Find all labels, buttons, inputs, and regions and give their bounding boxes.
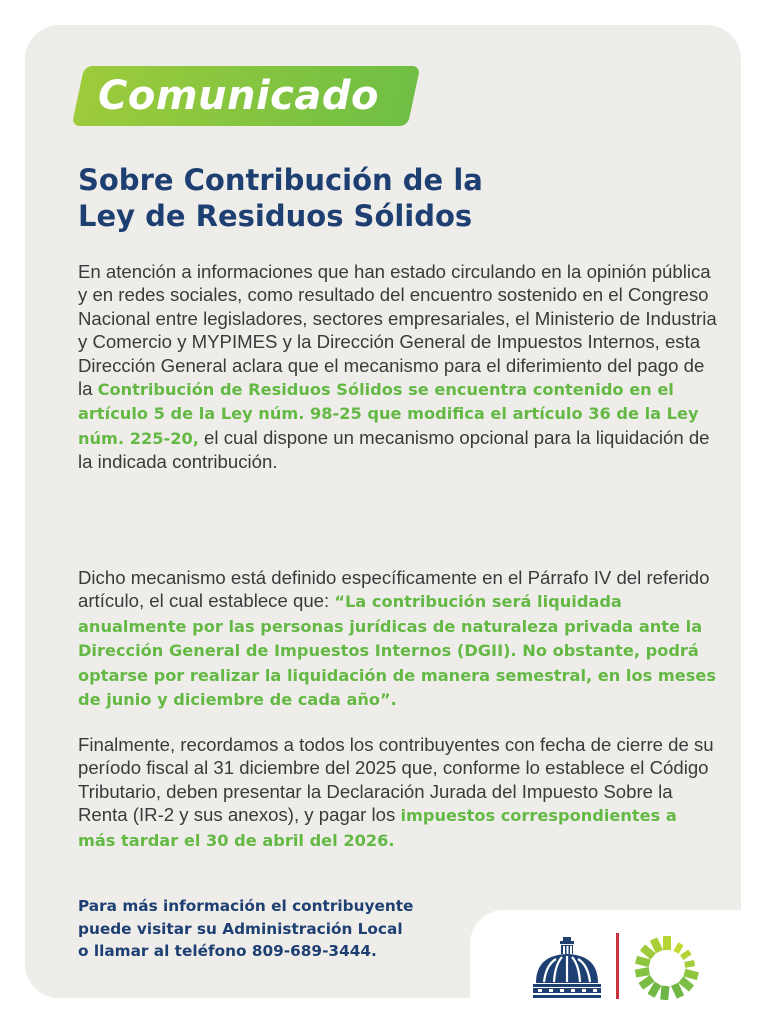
title-line-1: Sobre Contribución de la (78, 163, 483, 197)
paragraph-2 (78, 566, 718, 711)
paragraph-2-text: Dicho mecanismo está definido específicamente en el Párrafo IV del referido artículo, el cual establece que: (78, 567, 710, 612)
contact-line-3: o llamar al teléfono 809-689-3444. (78, 942, 377, 960)
logo-separator (616, 933, 619, 999)
paragraph-2-quote: “La contribución será liquidada anualmente por las personas jurídicas de naturaleza privada ante la Dirección General de Impuestos Internos (DGII). No obstante, podrá optarse por realizar la liquidación de manera semestral, en los meses de junio y diciembre de cada año”. (78, 592, 716, 710)
paragraph-3 (78, 733, 718, 852)
paragraph-1 (78, 260, 718, 474)
logo-panel (470, 910, 768, 1024)
paragraph-1-highlight: Contribución de Residuos Sólidos se encuentra contenido en el artículo 5 de la Ley núm. 98-25 que modifica el artículo 36 de la Ley núm. 225-20, (78, 380, 699, 448)
paragraph-3-text: Finalmente, recordamos a todos los contribuyentes con fecha de cierre de su período fiscal al 31 diciembre del 2025 que, conforme lo establece el Código Tributario, deben presentar la Declaración Jurada del Impuesto Sobre la Renta (IR-2 y sus anexos), y pagar los (78, 734, 714, 826)
paragraph-1-text-a: En atención a informaciones que han estado circulando en la opinión pública y en redes sociales, como resultado del encuentro sostenido en el Congreso Nacional entre legisladores, sectores empresariales, el Ministerio de Industria y Comercio y MYPIMES y la Dirección General de Impuestos Internos, esta Dirección General aclara que el mecanismo para el diferimiento del pago de la (78, 261, 717, 400)
page-title (78, 162, 578, 234)
paragraph-1-text-b: el cual dispone un mecanismo opcional para la liquidación de la indicada contribución. (78, 426, 710, 473)
green-sun-icon (632, 932, 702, 1002)
title-line-2: Ley de Residuos Sólidos (78, 199, 473, 233)
contact-line-1: Para más información el contribuyente (78, 897, 414, 915)
badge-label: Comunicado (98, 73, 379, 119)
paragraph-3-highlight: impuestos correspondientes a más tardar el 30 de abril del 2026. (78, 806, 677, 850)
contact-info (78, 895, 478, 963)
government-dome-icon (532, 935, 602, 999)
contact-line-2: puede visitar su Administración Local (78, 919, 403, 938)
